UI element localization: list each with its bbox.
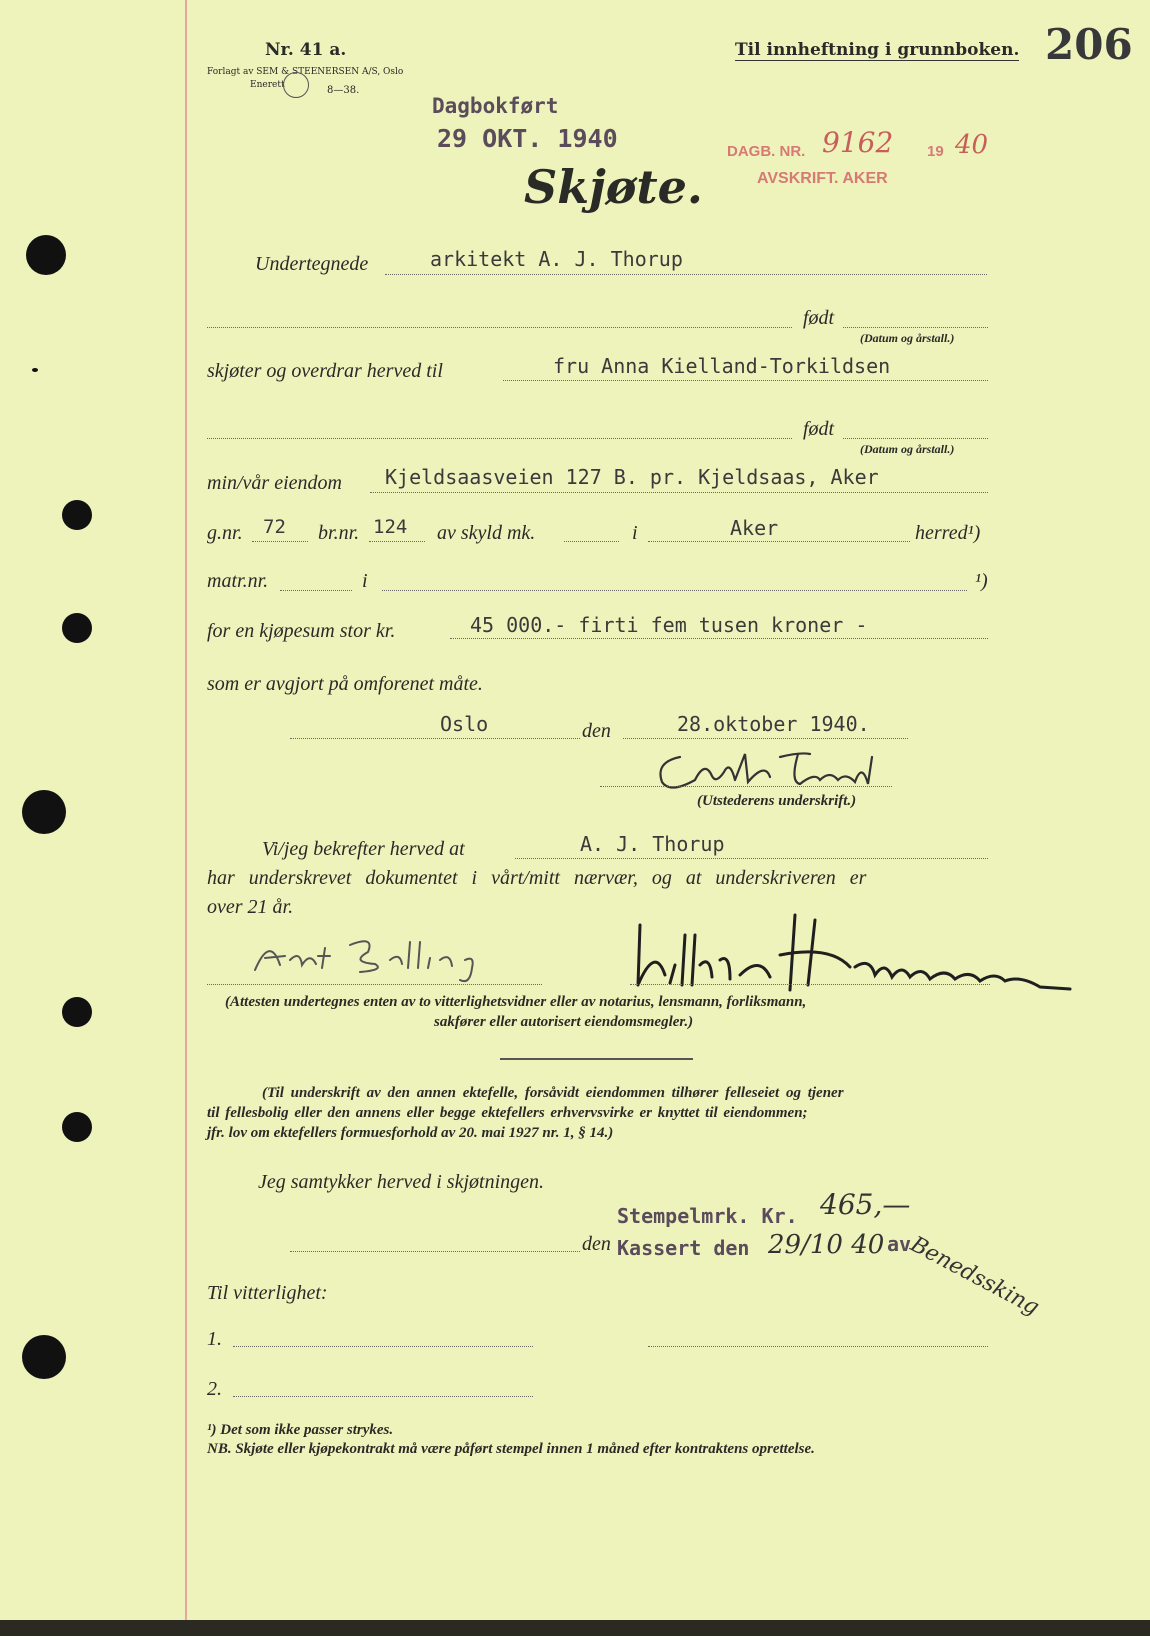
dotted-line (450, 638, 988, 639)
witness-left-signature (250, 930, 530, 990)
avskrift-stamp: AVSKRIFT. AKER (757, 170, 888, 187)
brnr-label: br.nr. (318, 522, 360, 544)
den-label: den (582, 720, 611, 742)
punch-hole (22, 1335, 66, 1379)
undertegnede-value: arkitekt A. J. Thorup (430, 247, 683, 271)
gnr-label: g.nr. (207, 522, 243, 544)
spouse-note-2: til fellesbolig eller den annens eller begge ektefellers erhvervsvirke er knyttet til eiendommen; (207, 1105, 808, 1121)
attest-note-1: (Attesten undertegnes enten av to vitterlighetsvidner eller av notarius, lensmann, forliksmann, (225, 994, 807, 1010)
page-number: 206 (1045, 20, 1133, 69)
publisher-date: 8—38. (327, 85, 360, 96)
witness-item-1: 1. (207, 1328, 222, 1350)
dagbokfort-stamp-label: Dagbokført (432, 94, 559, 118)
herred-value: Aker (730, 516, 779, 540)
place-value: Oslo (440, 712, 489, 736)
spouse-note-3: jfr. lov om ektefellers formuesforhold av 20. mai 1927 nr. 1, § 14.) (207, 1125, 614, 1141)
consent-text: Jeg samtykker herved i skjøtningen. (258, 1171, 545, 1193)
dotted-line (648, 1346, 988, 1347)
form-number: Nr. 41 a. (265, 40, 347, 60)
stempel-value: 465,— (820, 1188, 911, 1221)
skjoter-label: skjøter og overdrar herved til (207, 360, 443, 382)
herred-label: herred¹) (915, 522, 981, 544)
dagb-nr-value: 9162 (822, 126, 894, 159)
punch-hole (22, 790, 66, 834)
eiendom-value: Kjeldsaasveien 127 B. pr. Kjeldsaas, Aker (385, 465, 879, 489)
publisher-logo-icon (283, 72, 309, 98)
dotted-line (515, 858, 988, 859)
dotted-line (843, 438, 988, 439)
publisher-line: Forlagt av SEM & STEENERSEN A/S, Oslo (207, 67, 404, 77)
dotted-line (207, 327, 792, 328)
witness-line-right (630, 984, 990, 985)
matrnr-label: matr.nr. (207, 570, 269, 592)
witness-right-signature (630, 905, 1080, 1005)
dotted-line (252, 541, 308, 542)
punch-hole (62, 1112, 92, 1142)
attest-line2: har underskrevet dokumentet i vårt/mitt nærvær, og at underskriveren er (207, 867, 867, 889)
dotted-line (564, 541, 619, 542)
den-label-2: den (582, 1233, 611, 1255)
signature-line (600, 786, 892, 787)
dotted-line (280, 590, 352, 591)
dagb-nr-label: DAGB. NR. (727, 143, 806, 160)
gnr-value: 72 (263, 516, 286, 538)
fodt-label-2: født (803, 418, 835, 440)
dagbokfort-stamp-date: 29 OKT. 1940 (437, 124, 618, 153)
dotted-line (503, 380, 988, 381)
avgjort-text: som er avgjort på omforenet måte. (207, 673, 483, 695)
kjopesum-value: 45 000.- firti fem tusen kroner - (470, 613, 868, 637)
footnote-2: NB. Skjøte eller kjøpekontrakt må være påført stempel innen 1 måned efter kontraktens oprettelse. (207, 1441, 815, 1457)
kjopesum-label: for en kjøpesum stor kr. (207, 620, 396, 642)
av-value: Benedssking (906, 1232, 1044, 1321)
dotted-line (369, 541, 425, 542)
publisher-enerett: Enerett (250, 80, 285, 90)
scan-bottom-edge (0, 1620, 1150, 1636)
attest-line3: over 21 år. (207, 896, 294, 918)
dotted-line (233, 1396, 533, 1397)
i-label-2: i (362, 570, 368, 592)
punch-hole (62, 997, 92, 1027)
skyld-label: av skyld mk. (437, 522, 536, 544)
utsteder-hint: (Utstederens underskrift.) (697, 793, 857, 809)
punch-hole (32, 368, 38, 372)
dotted-line (290, 1251, 580, 1252)
stempel-label: Stempelmrk. Kr. (617, 1204, 798, 1228)
page-title: Skjøte. (524, 160, 703, 214)
footnote-mark: ¹) (975, 570, 988, 592)
brnr-value: 124 (373, 516, 408, 538)
skjoter-value: fru Anna Kielland-Torkildsen (553, 354, 891, 378)
attest-note-2: sakfører eller autorisert eiendomsmegler.) (434, 1014, 694, 1030)
kassert-date: 29/10 40 (768, 1230, 885, 1260)
spouse-note-1: (Til underskrift av den annen ektefelle, forsåvidt eiendommen tilhører felleseiet og tjener (262, 1085, 844, 1101)
dotted-line (382, 590, 967, 591)
dagb-nr-year-suffix: 40 (955, 130, 989, 160)
witness-label: Til vitterlighet: (207, 1282, 328, 1304)
dotted-line (385, 274, 987, 275)
kassert-label: Kassert den (617, 1236, 750, 1260)
margin-rule (185, 0, 187, 1636)
dotted-line (370, 492, 988, 493)
punch-hole (62, 500, 92, 530)
footnote-1: ¹) Det som ikke passer strykes. (207, 1422, 394, 1438)
av-label: av (887, 1232, 912, 1256)
datum-hint-2: (Datum og årstall.) (860, 442, 955, 456)
dotted-line (843, 327, 988, 328)
fodt-label: født (803, 307, 835, 329)
dagb-nr-year-prefix: 19 (927, 143, 944, 160)
attest-line1-prefix: Vi/jeg bekrefter herved at (262, 838, 465, 860)
datum-hint: (Datum og årstall.) (860, 331, 955, 345)
dotted-line (648, 541, 910, 542)
dotted-line (623, 738, 908, 739)
punch-hole (62, 613, 92, 643)
punch-hole (26, 235, 66, 275)
filing-note: Til innheftning i grunnboken. (735, 40, 1020, 60)
dotted-line (290, 738, 580, 739)
i-label: i (632, 522, 638, 544)
witness-line-left (207, 984, 542, 985)
grantor-signature (650, 742, 900, 797)
undertegnede-label: Undertegnede (255, 253, 369, 275)
dotted-line (207, 438, 792, 439)
date-value: 28.oktober 1940. (677, 712, 870, 736)
dotted-line (233, 1346, 533, 1347)
witness-item-2: 2. (207, 1378, 222, 1400)
attest-line1-value: A. J. Thorup (580, 832, 725, 856)
eiendom-label: min/vår eiendom (207, 472, 342, 494)
divider (500, 1058, 693, 1060)
